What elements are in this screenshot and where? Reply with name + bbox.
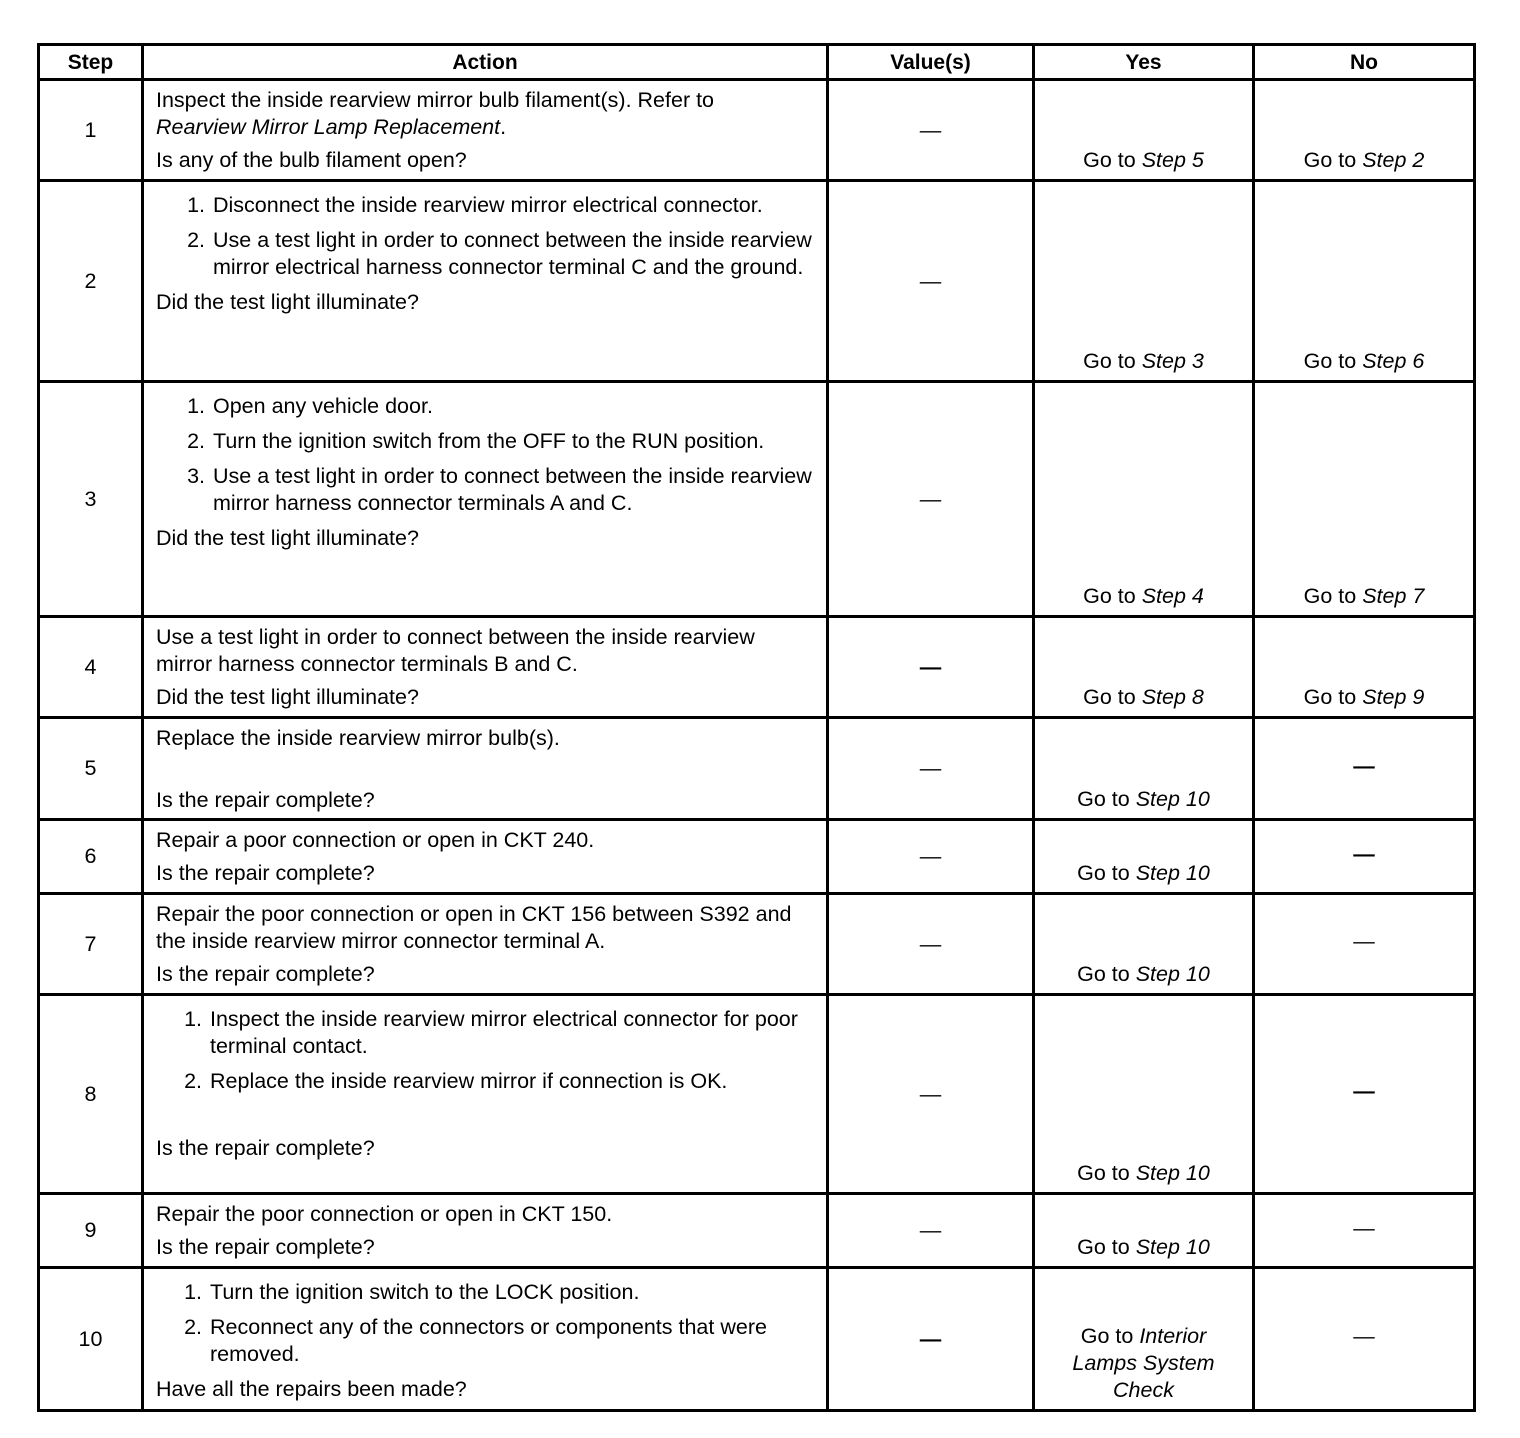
- table-row: [39, 820, 1475, 894]
- no-cell: [1254, 617, 1475, 718]
- action-list: [156, 1279, 816, 1368]
- header-action: Action: [143, 45, 828, 80]
- value-cell: —: [828, 1194, 1034, 1268]
- no-cell: [1254, 382, 1475, 617]
- step-number: 3: [39, 382, 143, 617]
- action-text: Repair the poor connection or open in CKT 156 between S392 and the inside rearview mirror connector terminal A.: [156, 902, 792, 953]
- header-values: Value(s): [828, 45, 1034, 80]
- no-step-link[interactable]: Step 7: [1362, 584, 1425, 608]
- action-text-part: .: [500, 115, 507, 139]
- yes-prefix: Go to: [1077, 861, 1136, 885]
- yes-step-link[interactable]: Step 10: [1135, 787, 1210, 811]
- action-cell: [143, 894, 828, 995]
- yes-cell: [1034, 382, 1254, 617]
- action-cell: [143, 995, 828, 1194]
- action-question: Is the repair complete?: [156, 1235, 375, 1259]
- action-list: [156, 393, 816, 517]
- yes-prefix: Go to: [1083, 685, 1142, 709]
- action-cell: [143, 617, 828, 718]
- no-cell: —: [1254, 995, 1475, 1194]
- action-cell: [143, 1268, 828, 1411]
- yes-cell: [1034, 181, 1254, 382]
- action-question: Have all the repairs been made?: [156, 1377, 467, 1401]
- action-question: Is the repair complete?: [156, 962, 375, 986]
- yes-step-link[interactable]: Step 10: [1135, 861, 1210, 885]
- action-question: Is the repair complete?: [156, 1136, 375, 1160]
- no-step-link[interactable]: Step 6: [1362, 349, 1425, 373]
- no-step-link[interactable]: Step 9: [1362, 685, 1425, 709]
- action-cell: [143, 80, 828, 181]
- action-reference: Rearview Mirror Lamp Replacement: [156, 115, 501, 139]
- yes-prefix: Go to: [1083, 148, 1142, 172]
- yes-cell: [1034, 617, 1254, 718]
- action-text: [156, 87, 816, 141]
- yes-prefix: Go to: [1083, 349, 1142, 373]
- action-list-item: 2. Reconnect any of the connectors or components that were removed.: [208, 1314, 816, 1368]
- yes-prefix: Go to: [1077, 962, 1136, 986]
- yes-cell: [1034, 1268, 1254, 1411]
- yes-prefix: Go to: [1077, 1161, 1136, 1185]
- step-number: 8: [39, 995, 143, 1194]
- header-no: No: [1254, 45, 1475, 80]
- yes-prefix: Go to: [1083, 584, 1142, 608]
- table-row: [39, 1268, 1475, 1411]
- header-row: [39, 45, 1475, 80]
- action-list-item: 1. Disconnect the inside rearview mirror electrical connector.: [211, 192, 816, 219]
- table-row: [39, 80, 1475, 181]
- action-list: [156, 192, 816, 281]
- yes-step-link[interactable]: Step 10: [1135, 1161, 1210, 1185]
- action-question: Did the test light illuminate?: [156, 685, 419, 709]
- action-question: Is the repair complete?: [156, 861, 375, 885]
- step-number: 6: [39, 820, 143, 894]
- value-cell: —: [828, 894, 1034, 995]
- action-cell: [143, 181, 828, 382]
- step-number: 9: [39, 1194, 143, 1268]
- yes-prefix: Go to: [1077, 787, 1136, 811]
- value-cell: —: [828, 382, 1034, 617]
- step-number: 5: [39, 718, 143, 820]
- diagnostic-table: [37, 43, 1476, 1412]
- step-number: 4: [39, 617, 143, 718]
- yes-step-link[interactable]: Step 10: [1135, 1235, 1210, 1259]
- yes-cell: [1034, 718, 1254, 820]
- action-text: Replace the inside rearview mirror bulb(s).: [156, 726, 560, 750]
- action-cell: [143, 718, 828, 820]
- yes-step-link[interactable]: Step 10: [1135, 962, 1210, 986]
- yes-cell: [1034, 80, 1254, 181]
- header-yes: Yes: [1034, 45, 1254, 80]
- value-cell: —: [828, 820, 1034, 894]
- action-list-item: 1. Turn the ignition switch to the LOCK position.: [208, 1279, 816, 1306]
- value-cell: —: [828, 80, 1034, 181]
- yes-cell: [1034, 995, 1254, 1194]
- no-cell: —: [1254, 718, 1475, 820]
- yes-step-link[interactable]: Step 5: [1141, 148, 1204, 172]
- action-question: Did the test light illuminate?: [156, 526, 419, 550]
- yes-step-link[interactable]: Step 8: [1141, 685, 1204, 709]
- no-cell: —: [1254, 894, 1475, 995]
- yes-prefix: Go to: [1077, 1235, 1136, 1259]
- action-list-item: 2. Replace the inside rearview mirror if connection is OK.: [208, 1068, 816, 1095]
- step-number: 10: [39, 1268, 143, 1411]
- yes-step-link[interactable]: Step 4: [1141, 584, 1204, 608]
- action-cell: [143, 820, 828, 894]
- header-step: Step: [39, 45, 143, 80]
- value-cell: —: [828, 1268, 1034, 1411]
- table-row: [39, 718, 1475, 820]
- value-cell: —: [828, 617, 1034, 718]
- action-cell: [143, 382, 828, 617]
- action-list: [156, 1006, 816, 1095]
- value-cell: —: [828, 995, 1034, 1194]
- no-prefix: Go to: [1303, 349, 1363, 373]
- action-question: Is any of the bulb filament open?: [156, 148, 467, 172]
- action-list-item: 3. Use a test light in order to connect between the inside rearview mirror harness connector terminals A and C.: [211, 463, 816, 517]
- action-question: Is the repair complete?: [156, 788, 375, 812]
- table-row: [39, 995, 1475, 1194]
- yes-step-link[interactable]: Step 3: [1141, 349, 1204, 373]
- value-cell: —: [828, 718, 1034, 820]
- step-number: 7: [39, 894, 143, 995]
- no-step-link[interactable]: Step 2: [1362, 148, 1425, 172]
- yes-cell: [1034, 894, 1254, 995]
- yes-system-check-link[interactable]: Interior Lamps System Check: [1072, 1324, 1215, 1402]
- table-row: [39, 617, 1475, 718]
- yes-cell: [1034, 1194, 1254, 1268]
- no-cell: [1254, 181, 1475, 382]
- action-text-part: Inspect the inside rearview mirror bulb filament(s). Refer to: [156, 88, 715, 112]
- no-prefix: Go to: [1303, 584, 1363, 608]
- action-text: Repair a poor connection or open in CKT 240.: [156, 828, 595, 852]
- table-row: [39, 382, 1475, 617]
- no-cell: —: [1254, 820, 1475, 894]
- action-text: Use a test light in order to connect between the inside rearview mirror harness connector terminals B and C.: [156, 625, 755, 676]
- table-row: [39, 1194, 1475, 1268]
- step-number: 2: [39, 181, 143, 382]
- action-question: Did the test light illuminate?: [156, 290, 419, 314]
- yes-prefix: Go to: [1080, 1324, 1140, 1348]
- no-cell: [1254, 80, 1475, 181]
- value-cell: —: [828, 181, 1034, 382]
- table-row: [39, 181, 1475, 382]
- action-list-item: 2. Use a test light in order to connect between the inside rearview mirror electrical harness connector terminal C and the ground.: [211, 227, 816, 281]
- yes-cell: [1034, 820, 1254, 894]
- action-text: Repair the poor connection or open in CKT 150.: [156, 1202, 613, 1226]
- action-list-item: 1. Inspect the inside rearview mirror electrical connector for poor terminal contact.: [208, 1006, 816, 1060]
- no-prefix: Go to: [1303, 148, 1363, 172]
- table-row: [39, 894, 1475, 995]
- no-cell: —: [1254, 1194, 1475, 1268]
- no-cell: —: [1254, 1268, 1475, 1411]
- step-number: 1: [39, 80, 143, 181]
- action-list-item: 2. Turn the ignition switch from the OFF to the RUN position.: [211, 428, 816, 455]
- action-cell: [143, 1194, 828, 1268]
- action-list-item: 1. Open any vehicle door.: [211, 393, 816, 420]
- no-prefix: Go to: [1303, 685, 1363, 709]
